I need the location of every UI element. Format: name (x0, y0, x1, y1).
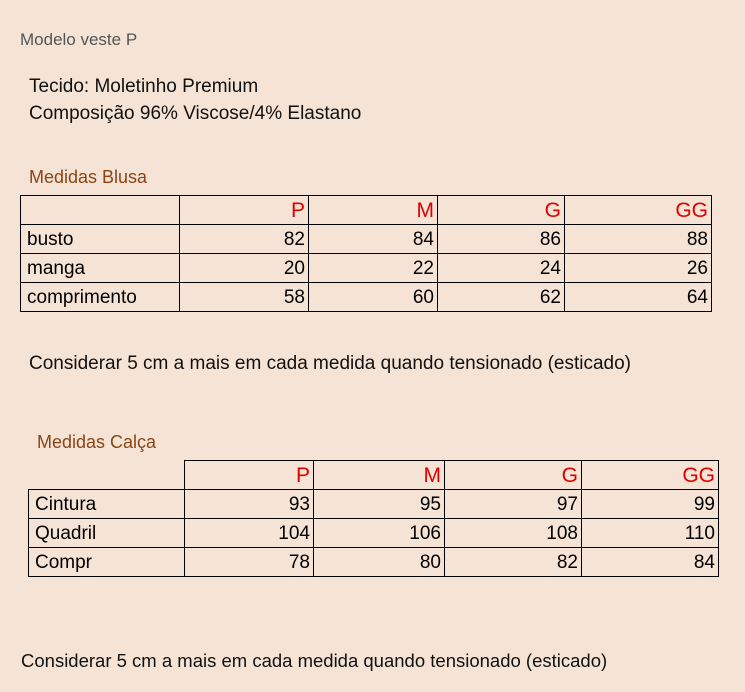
table-cell: 60 (309, 283, 438, 312)
table-cell: 106 (314, 519, 445, 548)
table-cell: 62 (438, 283, 565, 312)
table-cell: 82 (180, 225, 309, 254)
header-size-p: P (185, 461, 314, 490)
table-cell: 108 (445, 519, 582, 548)
header-size-gg: GG (565, 196, 712, 225)
table-cell: 20 (180, 254, 309, 283)
table-cell: 99 (582, 490, 719, 519)
table-row (29, 490, 719, 519)
blusa-size-table (20, 195, 712, 312)
row-label: busto (21, 225, 180, 254)
table-cell: 22 (309, 254, 438, 283)
table-row (29, 519, 719, 548)
table-cell: 104 (185, 519, 314, 548)
header-size-m: M (314, 461, 445, 490)
header-size-p: P (180, 196, 309, 225)
table-header-row (21, 196, 712, 225)
fabric-tecido: Tecido: Moletinho Premium (29, 76, 259, 97)
table-cell: 24 (438, 254, 565, 283)
calca-note: Considerar 5 cm a mais em cada medida quando tensionado (esticado) (21, 650, 608, 671)
table-row (21, 283, 712, 312)
header-cell-empty (29, 461, 185, 490)
table-cell: 86 (438, 225, 565, 254)
table-cell: 95 (314, 490, 445, 519)
table-cell: 84 (309, 225, 438, 254)
table-cell: 82 (445, 548, 582, 577)
calca-section-title: Medidas Calça (37, 432, 157, 452)
table-cell: 110 (582, 519, 719, 548)
row-label: Cintura (29, 490, 185, 519)
table-cell: 84 (582, 548, 719, 577)
header-size-m: M (309, 196, 438, 225)
table-header-row (29, 461, 719, 490)
table-row (29, 548, 719, 577)
blusa-note: Considerar 5 cm a mais em cada medida quando tensionado (esticado) (29, 353, 631, 374)
header-size-gg: GG (582, 461, 719, 490)
table-cell: 97 (445, 490, 582, 519)
table-cell: 88 (565, 225, 712, 254)
fabric-composicao: Composição 96% Viscose/4% Elastano (29, 103, 362, 124)
table-cell: 80 (314, 548, 445, 577)
page-title: Modelo veste P (20, 30, 138, 49)
calca-size-table (28, 460, 719, 577)
blusa-section-title: Medidas Blusa (29, 167, 148, 187)
row-label: comprimento (21, 283, 180, 312)
table-cell: 64 (565, 283, 712, 312)
row-label: Compr (29, 548, 185, 577)
table-cell: 26 (565, 254, 712, 283)
table-cell: 78 (185, 548, 314, 577)
table-row (21, 225, 712, 254)
row-label: Quadril (29, 519, 185, 548)
table-row (21, 254, 712, 283)
header-size-g: G (445, 461, 582, 490)
header-size-g: G (438, 196, 565, 225)
row-label: manga (21, 254, 180, 283)
header-cell-empty (21, 196, 180, 225)
fabric-info (29, 73, 361, 127)
table-cell: 58 (180, 283, 309, 312)
table-cell: 93 (185, 490, 314, 519)
